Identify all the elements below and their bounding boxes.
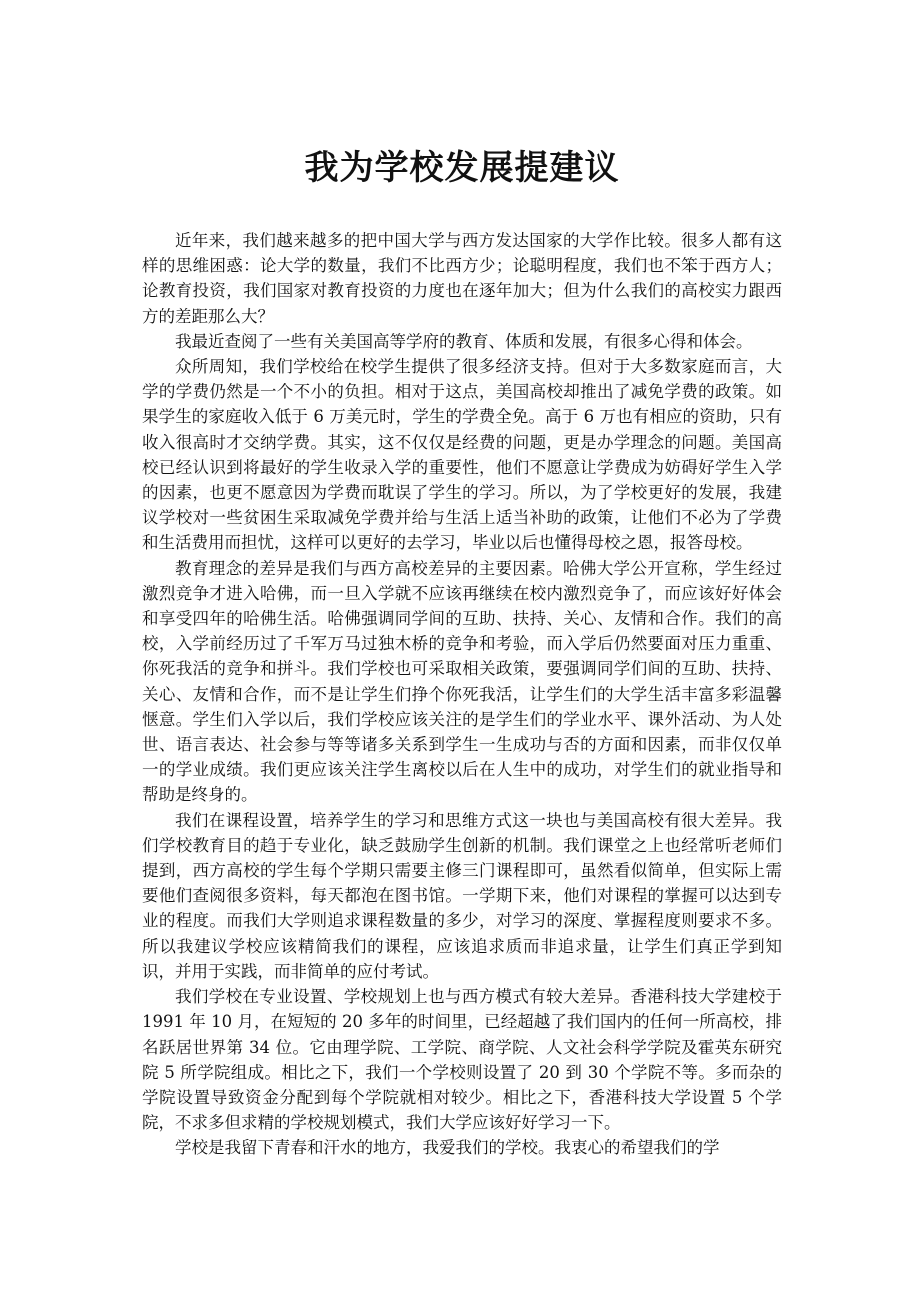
document-body bbox=[142, 228, 782, 1161]
paragraph-4: 教育理念的差异是我们与西方高校差异的主要因素。哈佛大学公开宣称，学生经过激烈竞争才进入哈佛，而一旦入学就不应该再继续在校内激烈竞争了，而应该好好体会和享受四年的哈佛生活。哈佛强调同学间的互助、扶持、关心、友情和合作。我们的高校，入学前经历过了千军万马过独木桥的竞争和考验，而入学后仍然要面对压力重重、你死我活的竞争和拼斗。我们学校也可采取相关政策，要强调同学们间的互助、扶持、关心、友情和合作，而不是让学生们挣个你死我活，让学生们的大学生活丰富多彩温馨惬意。学生们入学以后，我们学校应该关注的是学生们的学业水平、课外活动、为人处世、语言表达、社会参与等等诸多关系到学生一生成功与否的方面和因素，而非仅仅单一的学业成绩。我们更应该关注学生离校以后在人生中的成功，对学生们的就业指导和帮助是终身的。 bbox=[142, 558, 782, 805]
document-page bbox=[142, 0, 782, 1302]
paragraph-7: 学校是我留下青春和汗水的地方，我爱我们的学校。我衷心的希望我们的学 bbox=[175, 1138, 720, 1158]
paragraph-3: 众所周知，我们学校给在校学生提供了很多经济支持。但对于大多数家庭而言，大学的学费仍然是一个不小的负担。相对于这点，美国高校却推出了减免学费的政策。如果学生的家庭收入低于 6 万美元时，学生的学费全免。高于 6 万也有相应的资助，只有收入很高时才交纳学费。其实，这不仅仅是经费的问题，更是办学理念的问题。美国高校已经认识到将最好的学生收录入学的重要性，他们不愿意让学费成为妨碍好学生入学的因素，也更不愿意因为学费而耽误了学生的学习。所以，为了学校更好的发展，我建议学校对一些贫困生采取减免学费并给与生活上适当补助的政策，让他们不必为了学费和生活费用而担忧，这样可以更好的去学习，毕业以后也懂得母校之恩，报答母校。 bbox=[142, 357, 782, 553]
paragraph-2: 我最近查阅了一些有关美国高等学府的教育、体质和发展，有很多心得和体会。 bbox=[175, 331, 753, 351]
paragraph-6: 我们学校在专业设置、学校规划上也与西方模式有较大差异。香港科技大学建校于 1991 年 10 月，在短短的 20 多年的时间里，已经超越了我们国内的任何一所高校，排名跃居世界第 34 位。它由理学院、工学院、商学院、人文社会科学学院及霍英东研究院 5 所学院组成。相比之下，我们一个学校则设置了 20 到 30 个学院不等。多而杂的学院设置导致资金分配到每个学院就相对较少。相比之下，香港科技大学设置 5 个学院，不求多但求精的学校规划模式，我们大学应该好好学习一下。 bbox=[142, 987, 782, 1133]
document-title: 我为学校发展提建议 bbox=[304, 148, 620, 188]
paragraph-5: 我们在课程设置，培养学生的学习和思维方式这一块也与美国高校有很大差异。我们学校教育目的趋于专业化，缺乏鼓励学生创新的机制。我们课堂之上也经常听老师们提到，西方高校的学生每个学期只需要主修三门课程即可，虽然看似简单，但实际上需要他们查阅很多资料，每天都泡在图书馆。一学期下来，他们对课程的掌握可以达到专业的程度。而我们大学则追求课程数量的多少，对学习的深度、掌握程度则要求不多。所以我建议学校应该精简我们的课程，应该追求质而非追求量，让学生们真正学到知识，并用于实践，而非简单的应付考试。 bbox=[142, 810, 782, 981]
paragraph-1: 近年来，我们越来越多的把中国大学与西方发达国家的大学作比较。很多人都有这样的思维困惑：论大学的数量，我们不比西方少；论聪明程度，我们也不笨于西方人；论教育投资，我们国家对教育投资的力度也在逐年加大；但为什么我们的高校实力跟西方的差距那么大？ bbox=[142, 231, 782, 326]
